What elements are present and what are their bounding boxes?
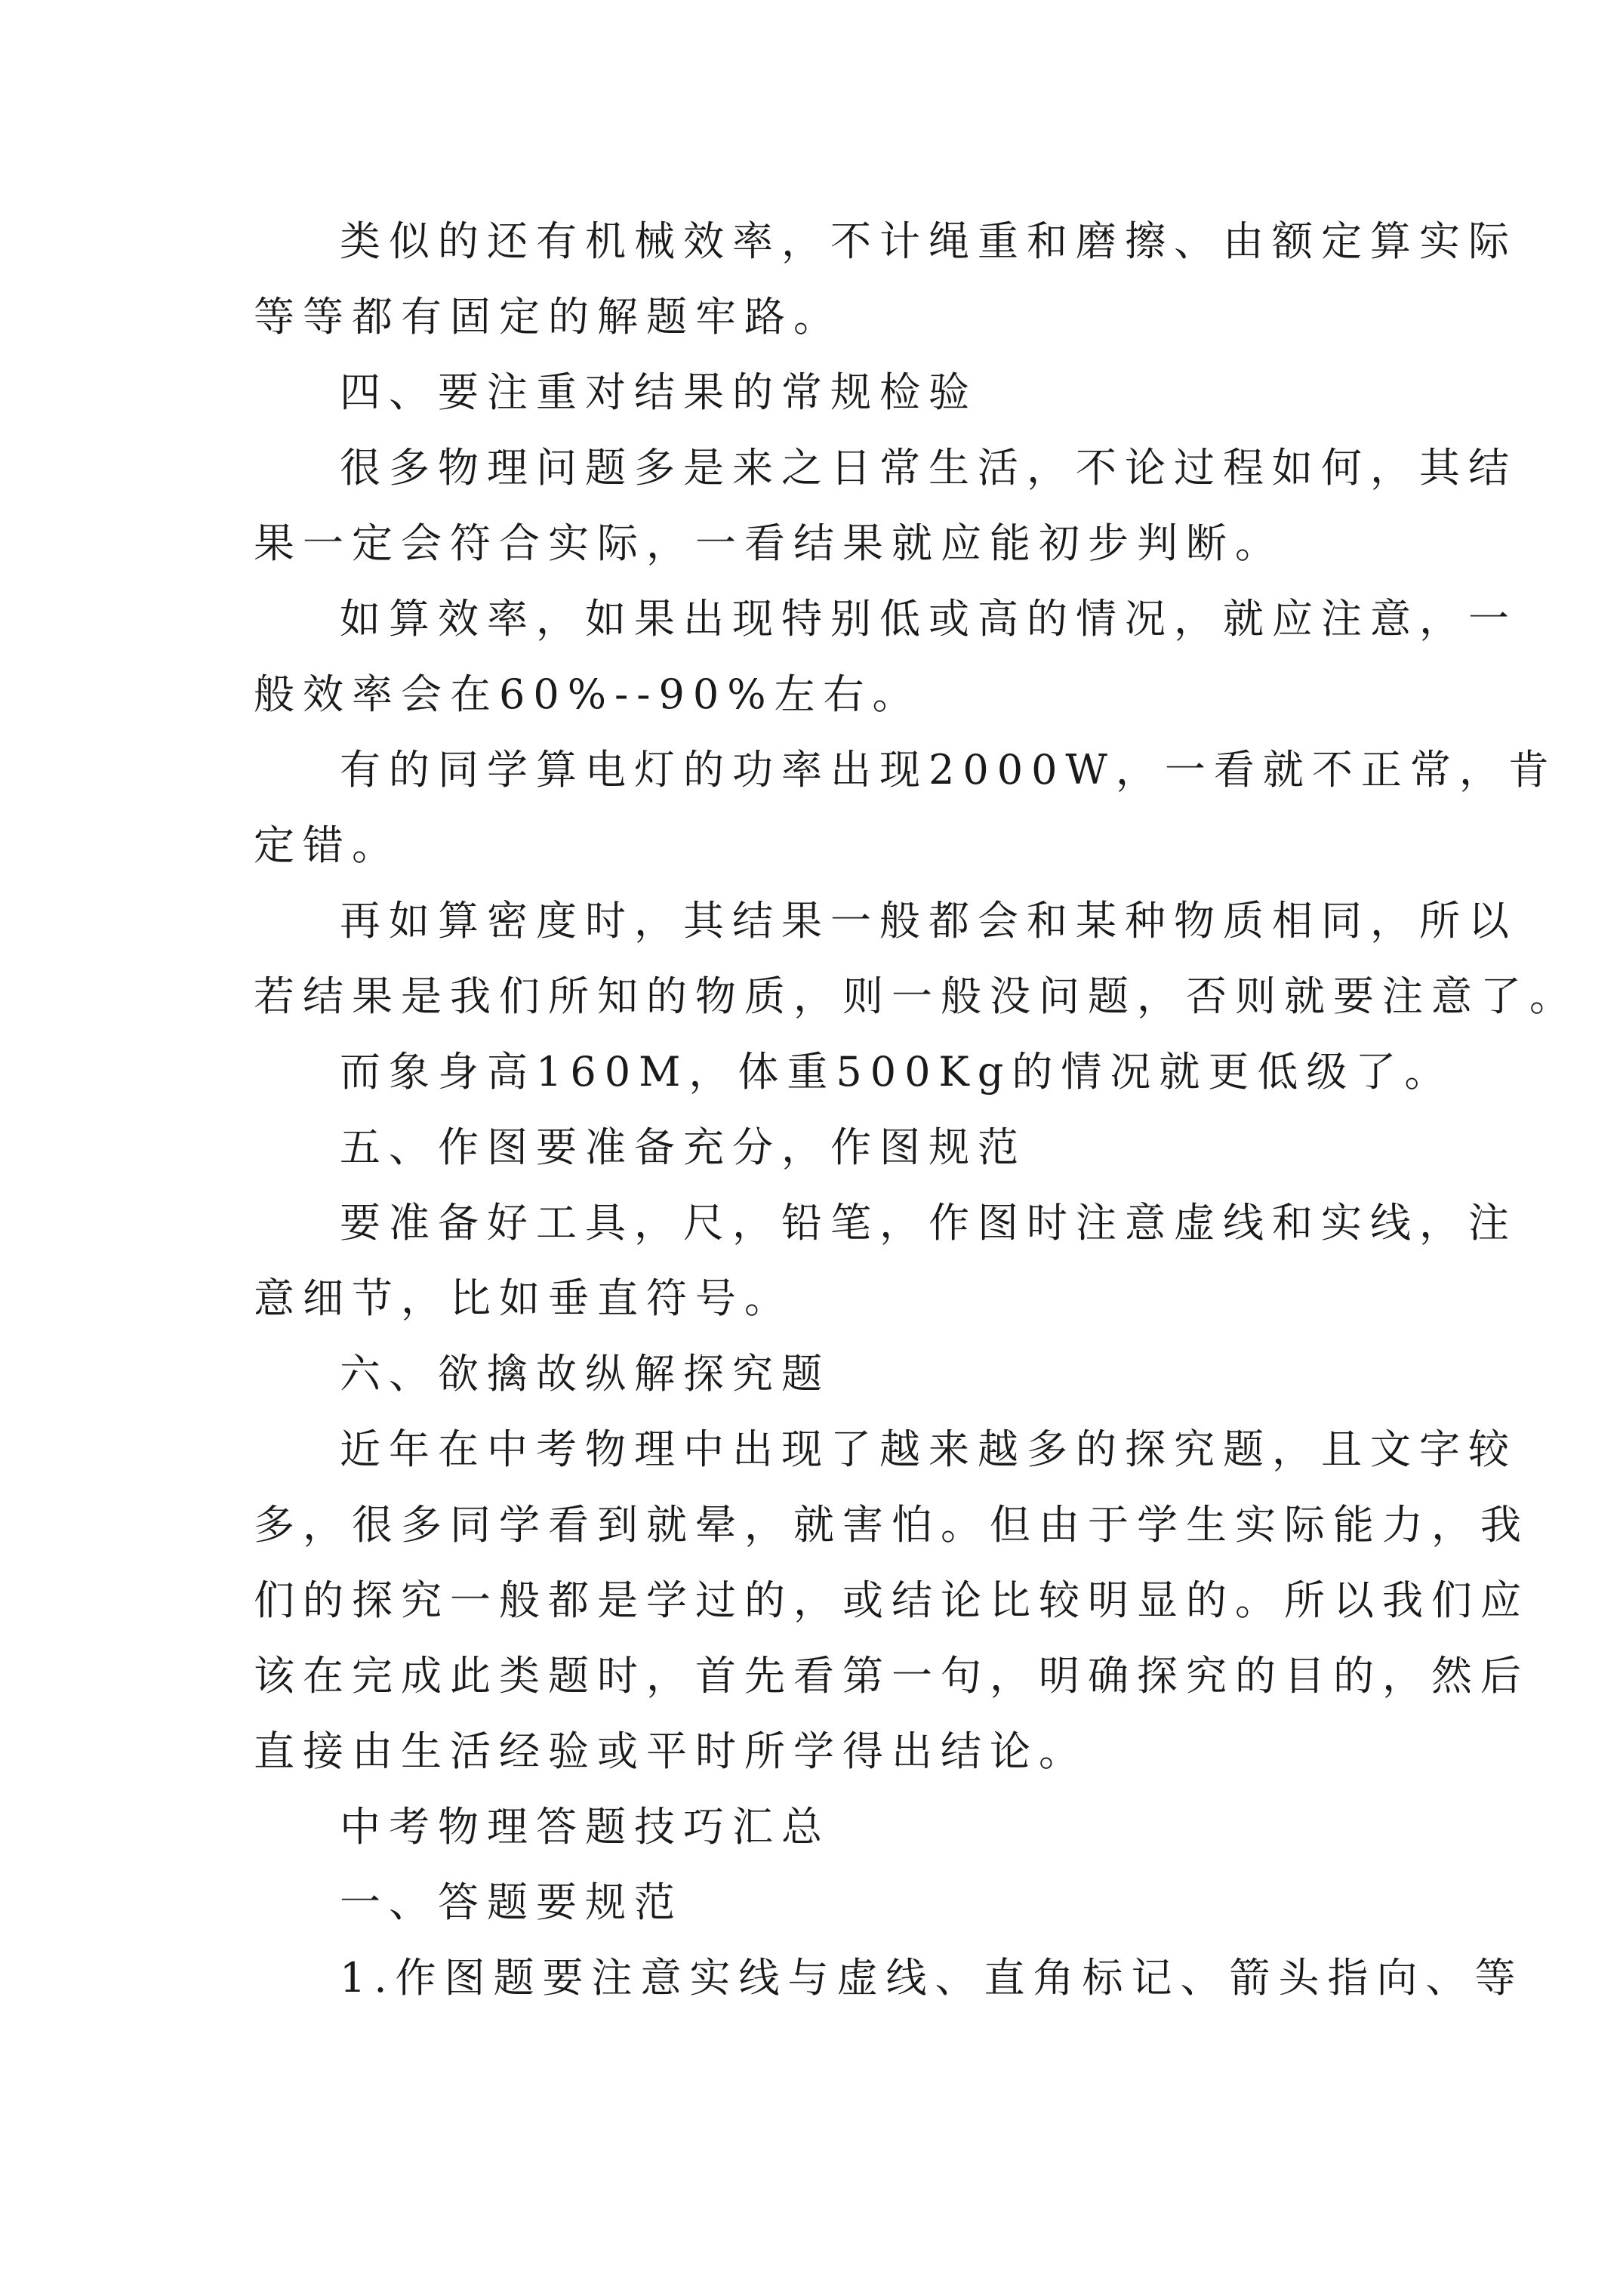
text-line: 类似的还有机械效率，不计绳重和磨擦、由额定算实际 xyxy=(340,217,1517,265)
section-heading: 一、答题要规范 xyxy=(340,1878,683,1926)
text-line: 而象身高160M，体重500Kg的情况就更低级了。 xyxy=(340,1048,1454,1096)
text-line: 近年在中考物理中出现了越来越多的探究题，且文字较 xyxy=(340,1425,1517,1473)
section-heading: 四、要注重对结果的常规检验 xyxy=(340,368,978,416)
document-body xyxy=(254,204,1578,2016)
text-line: 多，很多同学看到就晕，就害怕。但由于学生实际能力，我 xyxy=(254,1501,1529,1549)
text-line: 有的同学算电灯的功率出现2000W，一看就不正常，肯 xyxy=(340,746,1557,794)
text-line: 若结果是我们所知的物质，则一般没问题，否则就要注意了。 xyxy=(254,972,1578,1020)
text-line: 意细节，比如垂直符号。 xyxy=(254,1274,793,1322)
text-line: 该在完成此类题时，首先看第一句，明确探究的目的，然后 xyxy=(254,1652,1529,1700)
section-heading: 六、欲擒故纵解探究题 xyxy=(340,1350,830,1398)
text-line: 般效率会在60%--90%左右。 xyxy=(254,670,922,718)
text-line: 果一定会符合实际，一看结果就应能初步判断。 xyxy=(254,519,1284,567)
section-heading: 五、作图要准备充分，作图规范 xyxy=(340,1123,1027,1171)
text-line: 很多物理问题多是来之日常生活，不论过程如何，其结 xyxy=(340,444,1517,492)
text-line: 直接由生活经验或平时所学得出结论。 xyxy=(254,1727,1088,1775)
text-line: 定错。 xyxy=(254,821,401,869)
text-line: 如算效率，如果出现特别低或高的情况，就应注意，一 xyxy=(340,595,1517,643)
text-line: 要准备好工具，尺，铅笔，作图时注意虚线和实线，注 xyxy=(340,1199,1517,1247)
text-line: 们的探究一般都是学过的，或结论比较明显的。所以我们应 xyxy=(254,1576,1529,1624)
text-line: 再如算密度时，其结果一般都会和某种物质相同，所以 xyxy=(340,897,1517,945)
text-line: 等等都有固定的解题牢路。 xyxy=(254,293,842,341)
document-title: 中考物理答题技巧汇总 xyxy=(340,1803,830,1851)
text-line: 1.作图题要注意实线与虚线、直角标记、箭头指向、等 xyxy=(340,1954,1524,2002)
